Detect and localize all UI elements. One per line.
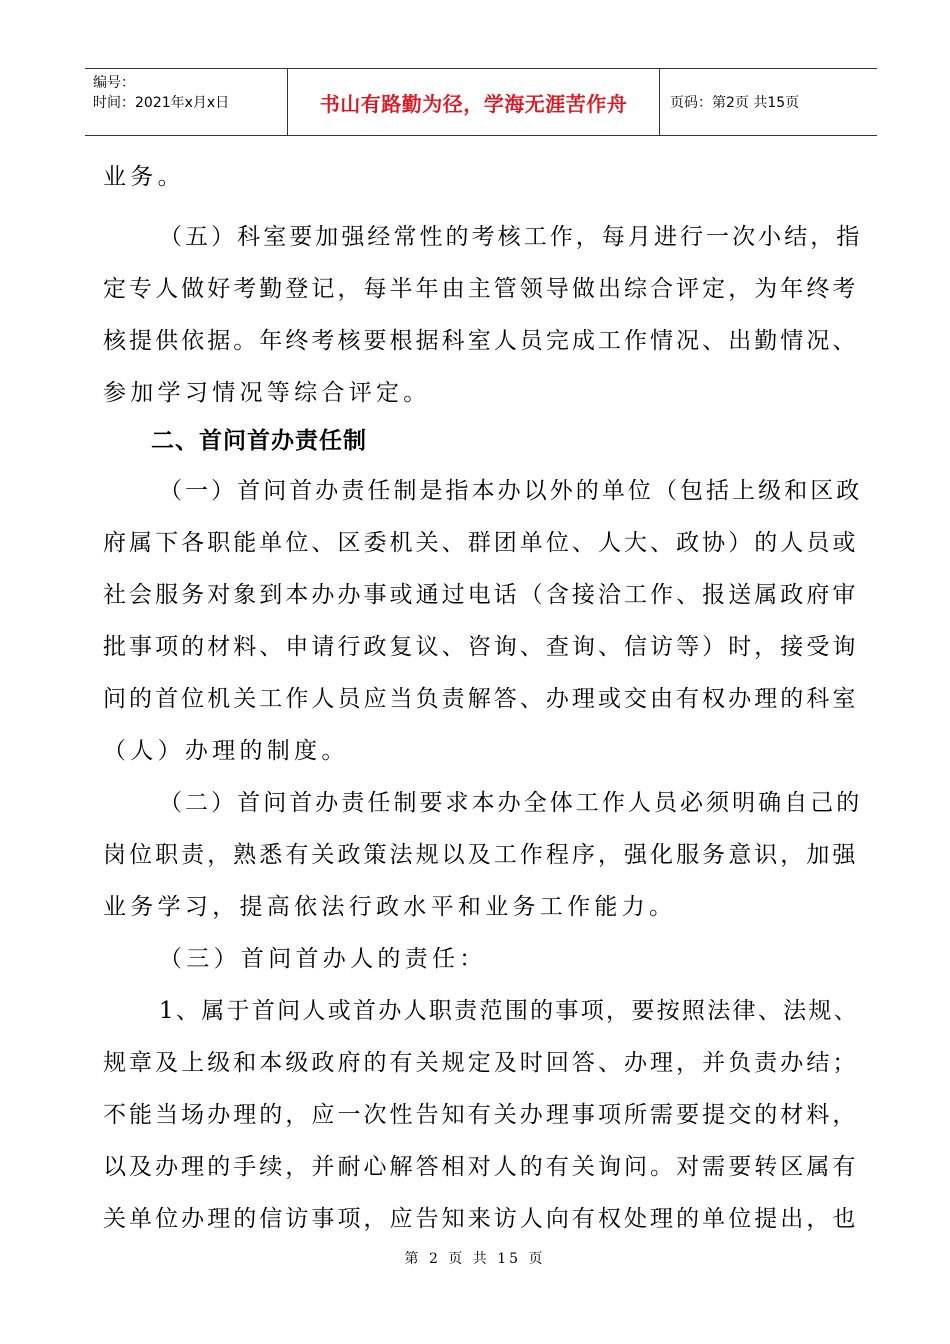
- page-header: [85, 68, 877, 136]
- text-line: 府属下各职能单位、区委机关、群团单位、人大、政协）的人员或: [103, 530, 859, 556]
- paragraph-5-start: （五）科室要加强经常性的考核工作，每月进行一次小结，指: [159, 224, 863, 250]
- document-number-label: 编号：: [93, 75, 135, 91]
- header-page-info: 页码：第2页 共15页: [670, 95, 800, 111]
- text-line: 问的首位机关工作人员应当负责解答、办理或交由有权办理的科室: [103, 686, 859, 712]
- paragraph-3-start: （三）首问首办人的责任：: [159, 946, 487, 972]
- paragraph-1-start: （一）首问首办责任制是指本办以外的单位（包括上级和区政: [159, 478, 863, 504]
- text-line: 以及办理的手续，并耐心解答相对人的有关询问。对需要转区属有: [103, 1154, 859, 1180]
- text-line: （人）办理的制度。: [103, 738, 349, 764]
- text-line: 批事项的材料、申请行政复议、咨询、查询、信访等）时，接受询: [103, 634, 859, 660]
- paragraph-item-1-start: 1、属于首问人或首办人职责范围的事项，要按照法律、法规、: [159, 998, 860, 1024]
- text-line: 业务。: [103, 164, 185, 190]
- header-meta: [85, 69, 287, 135]
- text-line: 定专人做好考勤登记，每半年由主管领导做出综合评定，为年终考: [103, 276, 859, 302]
- text-line: 规章及上级和本级政府的有关规定及时回答、办理，并负责办结；: [103, 1050, 859, 1076]
- text-line: 关单位办理的信访事项，应告知来访人向有权处理的单位提出，也: [103, 1206, 859, 1232]
- section-heading: 二、首问首办责任制: [151, 428, 367, 454]
- text-line: 不能当场办理的，应一次性告知有关办理事项所需要提交的材料，: [103, 1102, 859, 1128]
- paragraph-2-start: （二）首问首办责任制要求本办全体工作人员必须明确自己的: [159, 790, 863, 816]
- document-date: 时间：2021年x月x日: [93, 95, 230, 111]
- text-line: 社会服务对象到本办办事或通过电话（含接洽工作、报送属政府审: [103, 582, 859, 608]
- page-footer: 第 2 页 共 15 页: [404, 1251, 546, 1267]
- text-line: 核提供依据。年终考核要根据科室人员完成工作情况、出勤情况、: [103, 328, 859, 354]
- text-line: 岗位职责，熟悉有关政策法规以及工作程序，强化服务意识，加强: [103, 842, 859, 868]
- text-line: 业务学习，提高依法行政水平和业务工作能力。: [103, 894, 677, 920]
- text-line: 参加学习情况等综合评定。: [103, 380, 431, 406]
- header-motto: 书山有路勤为径，学海无涯苦作舟: [287, 69, 660, 135]
